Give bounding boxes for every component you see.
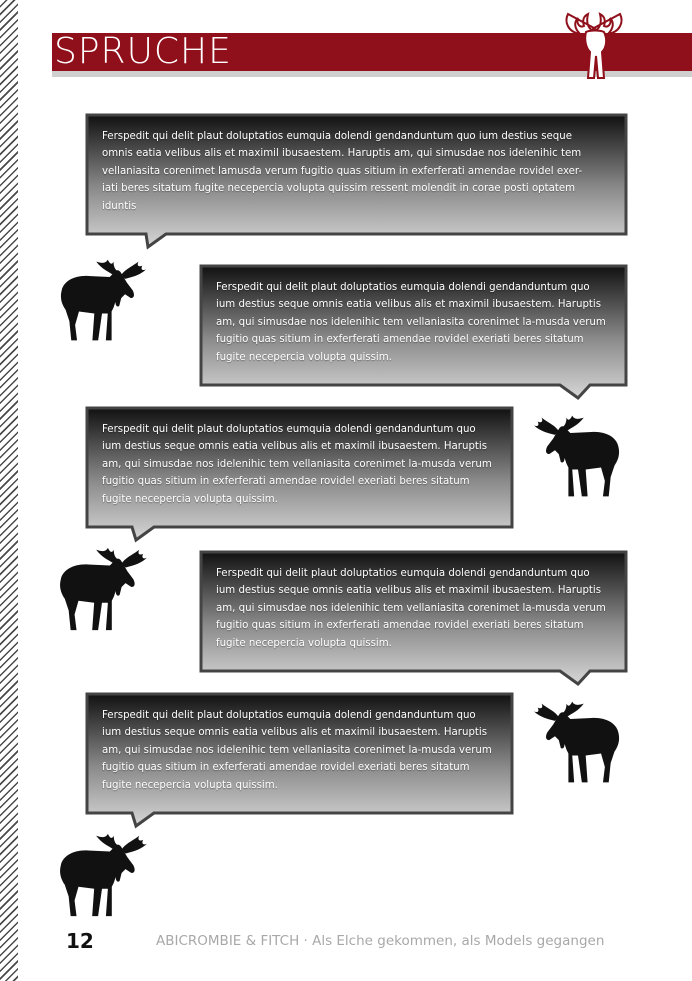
- speech-bubble-text: Ferspedit qui delit plaut doluptatios eumquia dolendi gendanduntum quo ium destius seque omnis eatia velibus alis et maximil ibusaestem. Haruptis am, qui simusdae nos idelenihic tem vellaniasita corenimet la-musda verum fugitio quas sitium in exferferati amendae rovidel exeriati beres sitatum fugite necepercia volupta quissim.: [216, 282, 606, 363]
- moose-head-icon: [554, 4, 634, 80]
- page-title: SPRUCHE: [54, 31, 232, 72]
- page-number: 12: [66, 929, 94, 953]
- speech-bubble-text: Ferspedit qui delit plaut doluptatios eumquia dolendi gendanduntum quo ium destius seque omnis eatia velibus alis et maximil ibusaestem. Haruptis am, qui simusdae nos idelenihic tem vellaniasita corenimet la-musda verum fugitio quas sitium in exferferati amendae rovidel exeriati beres sitatum fugite necepercia volupta quissim.: [216, 568, 606, 649]
- moose-silhouette-icon: [50, 540, 154, 638]
- moose-silhouette-icon: [50, 252, 154, 348]
- footer-running-title: ABICROMBIE & FITCH · Als Elche gekommen, als Models gegangen: [156, 933, 605, 949]
- speech-bubble-1: [86, 114, 628, 248]
- moose-silhouette-icon: [528, 694, 628, 790]
- speech-bubble-4: [200, 551, 628, 685]
- moose-silhouette-icon: [50, 826, 154, 924]
- speech-bubble-2: [200, 265, 628, 399]
- speech-bubble-5: [86, 693, 514, 827]
- speech-bubble-text: Ferspedit qui delit plaut doluptatios eumquia dolendi gendanduntum quo ium destius seque omnis eatia velibus alis et maximil ibusaestem. Haruptis am, qui simusdae nos idelenihic tem vellaniasita corenimet la-musda verum fugitio quas sitium in exferferati amendae rovidel exeriati beres sitatum fugite necepercia volupta quissim.: [102, 710, 492, 791]
- speech-bubble-text: Ferspedit qui delit plaut doluptatios eumquia dolendi gendanduntum quo ium destius seque omnis eatia velibus alis et maximil ibusaestem. Haruptis am, qui simusdae nos idelenihic tem vellaniasita corenimet lamusda verum fugitio quas sitium in exferferati amendae rovidel exer-iati beres sitatum fugite necepercia volupta quissim ressent molendit in corae posti optatem iduntis: [102, 131, 583, 212]
- moose-silhouette-icon: [528, 408, 628, 504]
- speech-bubble-3: [86, 407, 514, 541]
- hatched-margin-decoration: [0, 0, 18, 981]
- speech-bubble-text: Ferspedit qui delit plaut doluptatios eumquia dolendi gendanduntum quo ium destius seque omnis eatia velibus alis et maximil ibusaestem. Haruptis am, qui simusdae nos idelenihic tem vellaniasita corenimet la-musda verum fugitio quas sitium in exferferati amendae rovidel exeriati beres sitatum fugite necepercia volupta quissim.: [102, 424, 492, 505]
